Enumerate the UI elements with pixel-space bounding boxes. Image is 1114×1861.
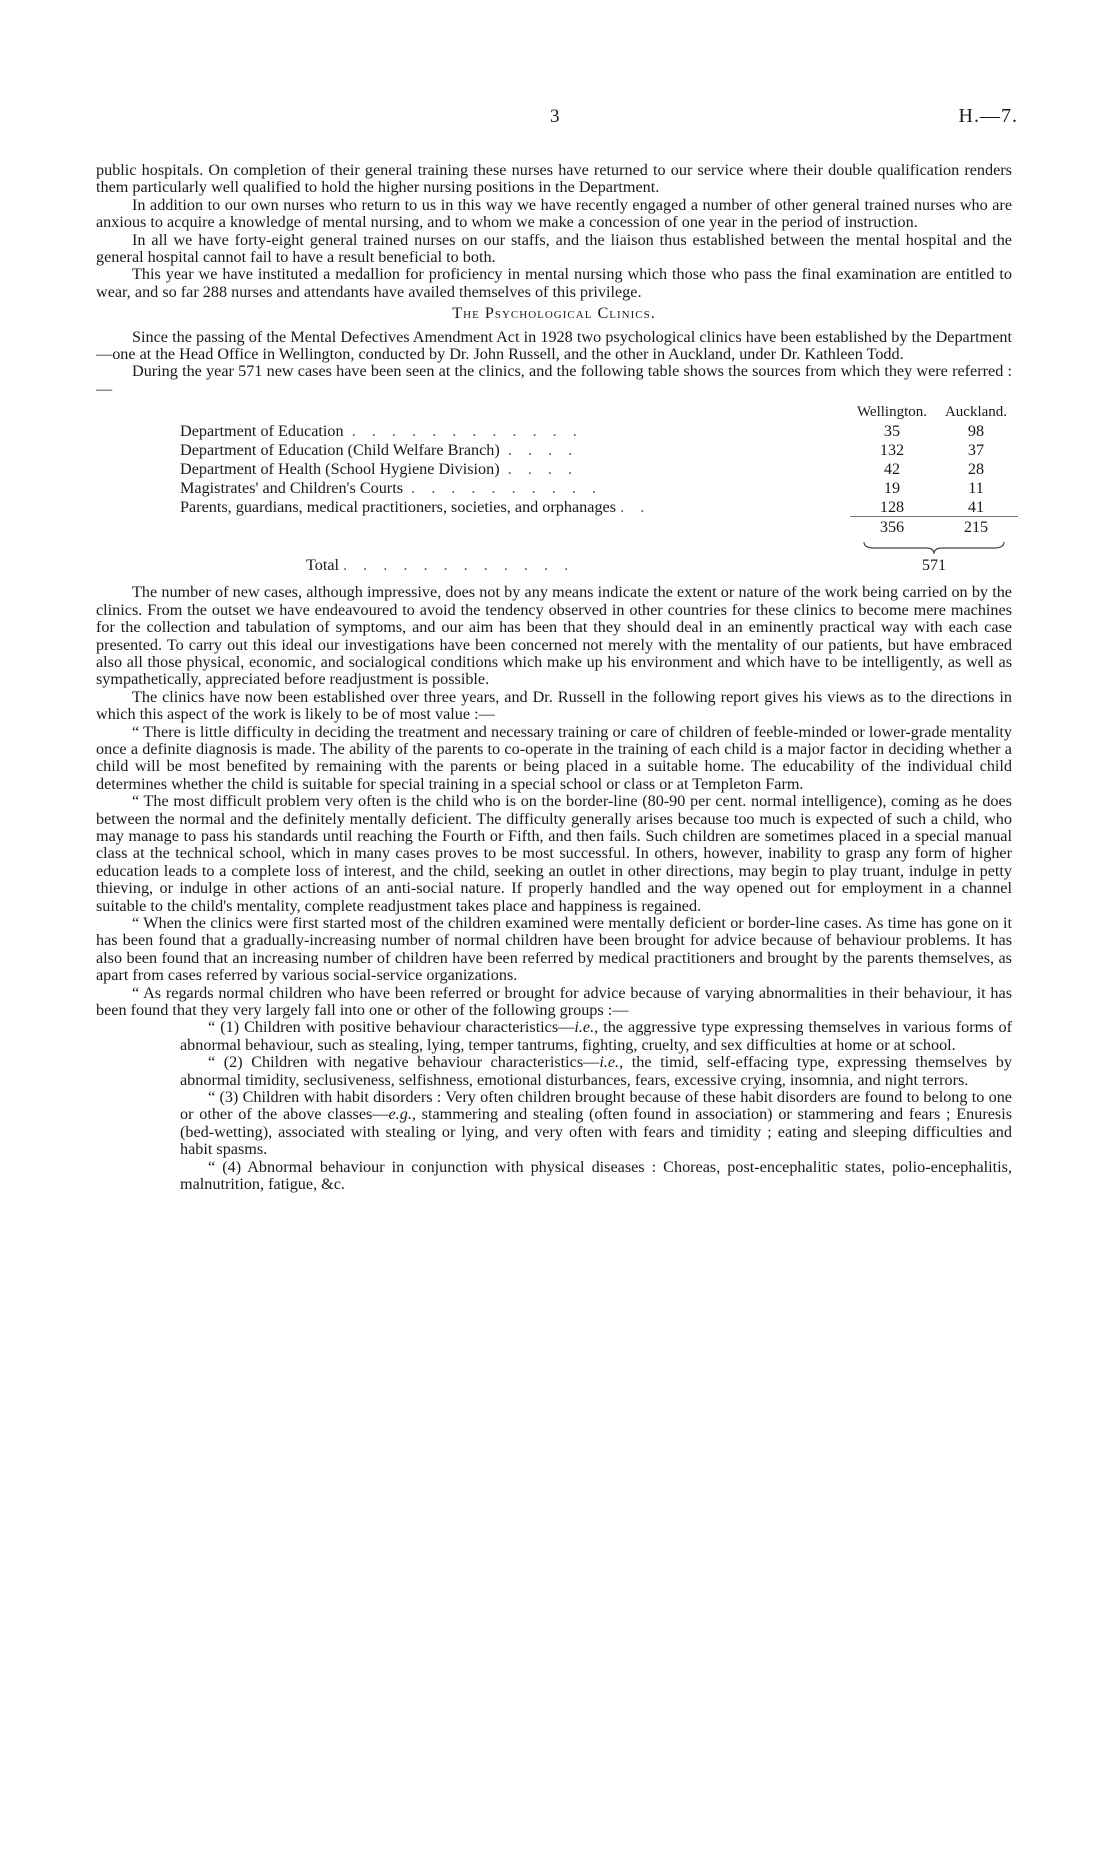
total-row [180,555,1018,574]
paragraph: In addition to our own nurses who return to us in this way we have recently engaged a number of other general trained nurses who are anxious to acquire a knowledge of mental nursing, and to whom we make a concession of one year in the period of instruction. [96,195,1012,232]
row-label: Parents, guardians, medical practitioners, societies, and orphanages [180,498,617,517]
quoted-paragraph: “ The most difficult problem very often is the child who is on the border-line (80-90 per cent. normal intelligence), coming as he does between the normal and the definitely mentally deficient. The difficulty generally arises because too much is expected of such a child, who may manage to pass his standards until reaching the Fourth or Fifth, and then fails. Such children are sometimes placed in a special manual class at the technical school, which in many cases proves to be most successful. In others, however, inability to grasp any form of higher education leads to a complete loss of interest, and the child, seeking an outlet in other directions, may begin to play truant, indulge in petty thieving, or indulge in other actions of an anti-social nature. If properly handled and the way opened out for employment in a channel suitable to the child's mentality, complete readjustment takes place and happiness is regained. [96,792,1012,915]
column-header-wellington: Wellington. [856,403,928,420]
leader-dots: . . . . . . . . . . . . [351,421,583,440]
quoted-paragraph: “ There is little difficulty in deciding the treatment and necessary training or care of children of feeble-minded or lower-grade mentality once a definite diagnosis is made. The ability of the parents to co-operate in the training of each child is a major factor in deciding whether a child will be most benefited by remaining with the parents or being placed in a suitable home. The educability of the individual child determines whether the child is suitable for special training in a special school or class or at Templeton Farm. [96,722,1012,793]
group-item: “ (2) Children with negative behaviour characteristics—i.e., the timid, self-effacing type, expressing themselves by abnormal timidity, seclusiveness, selfishness, emotional disturbances, fears, excessive crying, insomnia, and night terrors. [180,1053,1012,1089]
group-item: “ (1) Children with positive behaviour characteristics—i.e., the aggressive type expressing themselves in various forms of abnormal behaviour, such as stealing, lying, temper tantrums, fighting, cruelty, and sex difficulties at home or at school. [180,1018,1012,1054]
paragraph: The number of new cases, although impressive, does not by any means indicate the extent or nature of the work being carried on by the clinics. From the outset we have endeavoured to avoid the tendency observed in other countries for these clinics to become mere machines for the collection and tabulation of symptoms, and our aim has been that they should deal in an eminently practical way with each case presented. To carry out this ideal our investigations have been concerned not merely with the mentality of our patients, but have embraced also all those physical, economic, and socialogical conditions which make up his environment and which have to be intelligently, as well as sympathetically, appreciated before readjustment is possible. [96,583,1012,689]
cell-wellington: 128 [879,497,905,516]
table-row [180,478,1018,497]
table-row [180,421,1018,440]
row-label: Department of Health (School Hygiene Division) [180,459,500,478]
cell-auckland: 11 [968,478,984,497]
row-label: Department of Education (Child Welfare Branch) [180,440,500,459]
total-label: Total [306,555,340,574]
cell-auckland: 41 [967,497,985,516]
document-reference: H.—7. [958,105,1018,127]
referral-sources-table [180,402,1018,574]
leader-dots: . . . . [507,459,579,478]
behaviour-groups-list [96,1019,1012,1193]
leader-dots: . . . . . . . . . . [411,478,602,497]
row-label: Department of Education [180,421,344,440]
paragraph: During the year 571 new cases have been seen at the clinics, and the following table shows the sources from which they were referred :— [96,362,1012,398]
subtotal-row [180,517,1018,537]
page-number: 3 [550,106,560,127]
paragraph: This year we have instituted a medallion for proficiency in mental nursing which those who pass the final examination are entitled to wear, and so far 288 nurses and attendants have availed themselves of this privilege. [96,265,1012,301]
group-item: “ (3) Children with habit disorders : Very often children brought because of these habit disorders are found to belong to one or other of the above classes—e.g., stammering and stealing (often found in association) or stammering and fears ; Enuresis (bed-wetting), associated with stealing or lying, and very often with fears and timidity ; eating and sleeping difficulties and habit spasms. [180,1088,1012,1159]
paragraph: The clinics have now been established over three years, and Dr. Russell in the following report gives his views as to the directions in which this aspect of the work is likely to be of most value :— [96,687,1012,724]
brace-row [180,536,1018,555]
row-label: Magistrates' and Children's Courts [180,478,403,497]
column-header-auckland: Auckland. [944,403,1008,420]
table-row [180,459,1018,478]
table-row [180,440,1018,459]
group-item: “ (4) Abnormal behaviour in conjunction with physical diseases : Choreas, post-encephalitic states, polio-encephalitis, malnutrition, fatigue, &c. [180,1157,1012,1194]
section-heading: The Psychological Clinics. [452,304,656,323]
cell-wellington: 132 [879,440,905,459]
paragraph: public hospitals. On completion of their general training these nurses have returned to our service where their double qualification renders them particularly well qualified to hold the higher nursing positions in the Department. [96,161,1012,197]
cell-auckland: 98 [967,421,985,440]
leader-dots: . . . . [507,440,579,459]
page-body [96,162,1012,1194]
cell-auckland: 28 [967,459,985,478]
table-row [180,497,1018,517]
quoted-paragraph: “ As regards normal children who have been referred or brought for advice because of varying abnormalities in their behaviour, it has been found that they very largely fall into one or other of the following groups :— [96,983,1012,1020]
paragraph: In all we have forty-eight general trained nurses on our staffs, and the liaison thus established between the mental hospital and the general hospital cannot fail to have a result beneficial to both. [96,230,1012,267]
leader-dots: . . [620,498,651,517]
cell-wellington: 35 [883,421,901,440]
paragraph: Since the passing of the Mental Defectives Amendment Act in 1928 two psychological clinics have been established by the Department—one at the Head Office in Wellington, conducted by Dr. John Russell, and the other in Auckland, under Dr. Kathleen Todd. [96,327,1012,364]
cell-wellington: 19 [883,478,901,497]
leader-dots: . . . . . . . . . . . . [343,555,575,574]
quoted-paragraph: “ When the clinics were first started most of the children examined were mentally deficient or border-line cases. As time has gone on it has been found that a gradually-increasing number of normal children have been brought for advice because of behaviour problems. It has also been found that an increasing number of children have been referred by medical practitioners and brought by the parents themselves, as apart from cases referred by various social-service organizations. [96,914,1012,985]
total-value: 571 [921,555,947,574]
cell-wellington: 42 [883,459,901,478]
subtotal-wellington: 356 [850,517,934,537]
page-header [0,105,1114,132]
cell-auckland: 37 [967,440,985,459]
brace-icon [850,536,1018,555]
subtotal-auckland: 215 [934,517,1018,537]
